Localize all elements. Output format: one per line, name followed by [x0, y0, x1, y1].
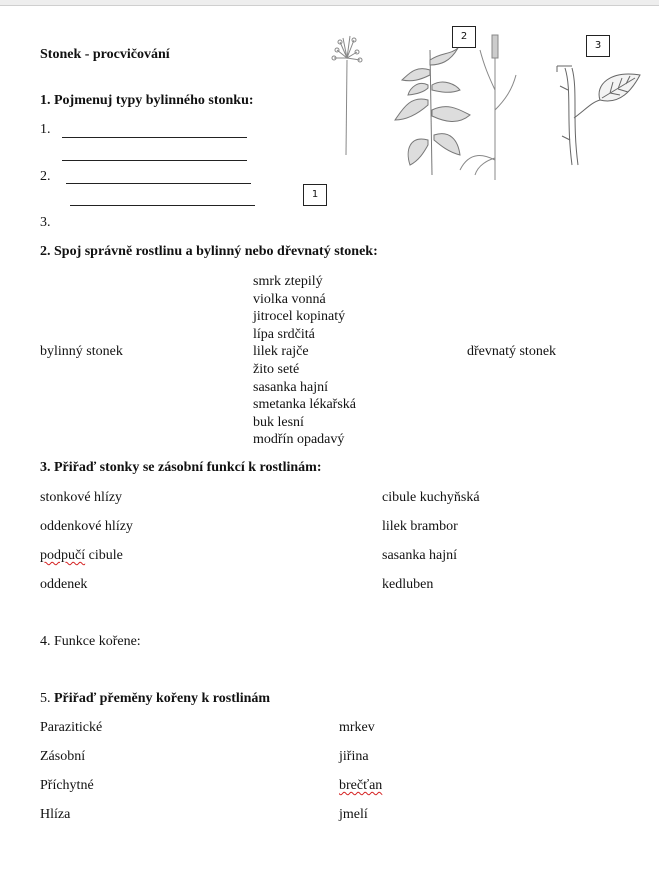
plant-item: sasanka hajní [253, 379, 329, 395]
woody-stem-label: dřevnatý stonek [467, 344, 557, 359]
herbaceous-stem-label: bylinný stonek [40, 344, 123, 359]
answer-number-3: 3. [40, 215, 51, 230]
storage-plant: kedluben [382, 577, 434, 592]
spellcheck-flagged-word[interactable]: podpučí [40, 548, 86, 563]
root-plant: mrkev [339, 720, 375, 735]
rye-culm-stem-drawing [460, 35, 516, 180]
plant-item: smetanka lékařská [253, 397, 357, 413]
answer-line-1b[interactable] [62, 160, 247, 161]
plant-list [253, 273, 356, 449]
answer-line-2a[interactable] [66, 183, 251, 184]
woody-stem-with-leaf-drawing [557, 66, 640, 165]
answer-number-1: 1. [40, 122, 51, 137]
section2-heading: 2. Spoj správně rostlinu a bylinný nebo dřevnatý stonek: [40, 244, 378, 259]
storage-plant: sasanka hajní [382, 548, 458, 563]
root-type: Zásobní [40, 749, 86, 764]
plant-item: smrk ztepilý [253, 274, 323, 289]
plant-item: buk lesní [253, 414, 304, 430]
plant-item: žito seté [253, 361, 300, 377]
root-plant: jiřina [339, 749, 369, 764]
root-plant-spellcheck-flagged[interactable]: brečťan [339, 778, 383, 793]
window-top-bar [0, 0, 659, 6]
storage-plant: cibule kuchyňská [382, 490, 480, 505]
figure-label-1: 1 [303, 184, 327, 206]
section5-title: Přiřaď přeměny kořeny k rostlinám [54, 691, 271, 706]
figure-label-2: 2 [452, 26, 476, 48]
section5-number: 5. [40, 691, 54, 706]
plant-stems-illustration [310, 30, 645, 190]
section5-heading [40, 691, 270, 707]
plant-item: jitrocel kopinatý [253, 309, 346, 325]
answer-line-2b[interactable] [70, 205, 255, 206]
plant-item: lilek rajče [253, 344, 309, 360]
section1-heading: 1. Pojmenuj typy bylinného stonku: [40, 93, 254, 108]
figure-label-3: 3 [586, 35, 610, 57]
plant-item: violka vonná [253, 291, 326, 307]
plant-item: lípa srdčitá [253, 326, 315, 342]
answer-line-1a[interactable] [62, 137, 247, 138]
section3-heading: 3. Přiřaď stonky se zásobní funkcí k rostlinám: [40, 460, 322, 475]
storage-plant: lilek brambor [382, 519, 458, 534]
answer-number-2: 2. [40, 169, 51, 184]
dandelion-scape-stem-drawing [332, 36, 362, 155]
storage-stem-type [40, 548, 123, 564]
storage-stem-type: oddenek [40, 577, 88, 592]
root-type: Parazitické [40, 720, 103, 735]
section4-heading: 4. Funkce kořene: [40, 634, 141, 649]
plant-item: modřín opadavý [253, 432, 345, 448]
storage-stem-type: stonkové hlízy [40, 490, 123, 505]
page-title: Stonek - procvičování [40, 47, 170, 62]
root-type: Příchytné [40, 778, 94, 793]
root-plant: jmelí [339, 807, 368, 822]
storage-stem-type: oddenkové hlízy [40, 519, 133, 534]
root-type: Hlíza [40, 807, 71, 822]
tomato-plant-stem-drawing [395, 48, 470, 175]
storage-stem-type-rest: cibule [85, 548, 123, 563]
